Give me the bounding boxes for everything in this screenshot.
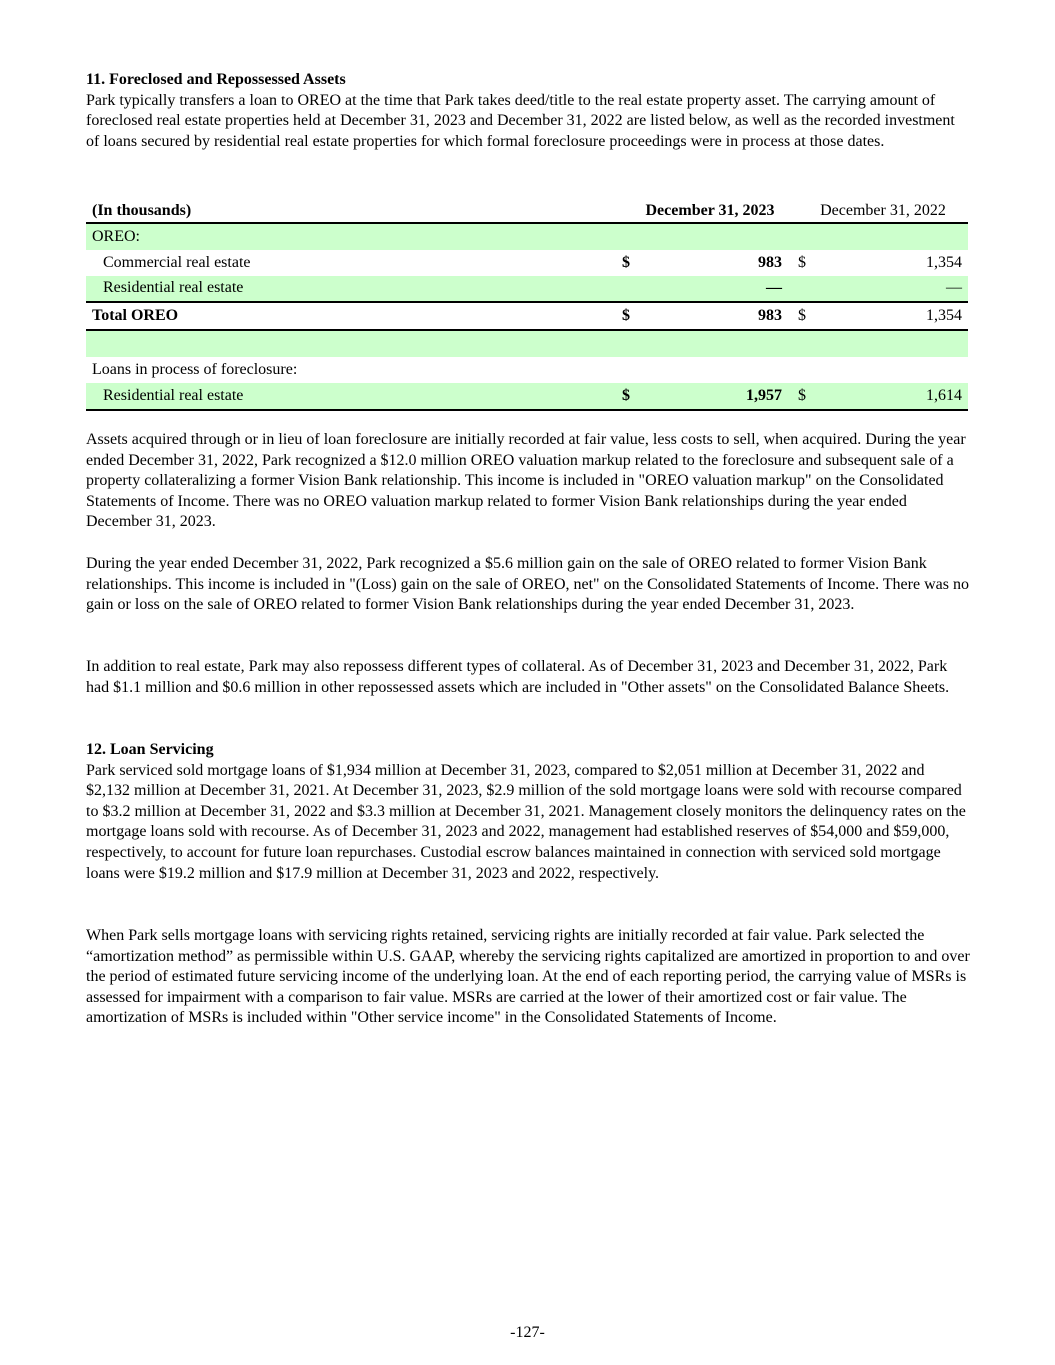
table-row	[86, 383, 968, 410]
table-row-blank	[86, 330, 968, 357]
value-2022: 1,354	[818, 302, 968, 330]
value-2023: —	[642, 276, 798, 303]
value-2023: 1,957	[642, 383, 798, 410]
currency: $	[622, 383, 642, 410]
currency: $	[798, 383, 818, 410]
row-label: Commercial real estate	[103, 253, 251, 271]
currency: $	[798, 302, 818, 330]
currency: $	[798, 253, 806, 271]
paragraph: Park serviced sold mortgage loans of $1,934 million at December 31, 2023, compared to $2,051 million at December 31, 2022 and $2,132 million at December 31, 2021. At December 31, 2023, $2.9 million of the sold mortgage loans were sold with recourse compared to $3.2 million at December 31, 2022 and $3.3 million at December 31, 2021. Management closely monitors the delinquency rates on the mortgage loans sold with recourse. As of December 31, 2023 and 2022, management had established reserves of $54,000 and $59,000, respectively, to account for future loan repurchases. Custodial escrow balances maintained in connection with serviced sold mortgage loans were $19.2 million and $17.9 million at December 31, 2023 and 2022, respectively.	[86, 761, 966, 882]
row-label: Residential real estate	[86, 383, 622, 410]
currency: $	[622, 302, 642, 330]
paragraph: Park typically transfers a loan to OREO at the time that Park takes deed/title to the real estate property asset. The carrying amount of foreclosed real estate properties held at December 31, 2023 and December 31, 2022 are listed below, as well as the recorded investment of loans secured by residential real estate properties for which formal foreclosure proceedings were in process at those dates.	[86, 91, 955, 150]
section-heading: 12. Loan Servicing	[86, 741, 214, 758]
row-label: OREO:	[86, 223, 968, 250]
row-label: Total OREO	[86, 302, 622, 330]
table-row	[86, 357, 968, 383]
table-header	[86, 200, 968, 223]
header-col-2023: December 31, 2023	[622, 200, 798, 223]
row-label: Loans in process of foreclosure:	[92, 360, 298, 378]
value-2023: 983	[642, 302, 798, 330]
paragraph: In addition to real estate, Park may also repossess different types of collateral. As of December 31, 2023 and December 31, 2022, Park had $1.1 million and $0.6 million in other repossessed assets which are included in "Other assets" on the Consolidated Balance Sheets.	[86, 658, 950, 696]
section-heading: 11. Foreclosed and Repossessed Assets	[86, 71, 346, 88]
paragraph: When Park sells mortgage loans with servicing rights retained, servicing rights are initially recorded at fair value. Park selected the “amortization method” as permissible within U.S. GAAP, whereby the servicing rights capitalized are amortized in proportion to and over the period of estimated future servicing income of the underlying loan. At the end of each reporting period, the carrying value of MSRs is assessed for impairment with a comparison to fair value. MSRs are carried at the lower of their amortized cost or fair value. The amortization of MSRs is included within "Other service income" in the Consolidated Statements of Income.	[86, 927, 970, 1027]
table-row	[86, 250, 968, 276]
table-row	[86, 276, 968, 303]
page-number: -127-	[510, 1324, 545, 1341]
value-2022: 1,614	[818, 383, 968, 410]
paragraph: During the year ended December 31, 2022, Park recognized a $5.6 million gain on the sale of OREO related to former Vision Bank relationships. This income is included in "(Loss) gain on the sale of OREO, net" on the Consolidated Statements of Income. There was no gain or loss on the sale of OREO related to former Vision Bank relationships during the year ended December 31, 2023.	[86, 555, 969, 614]
paragraph: Assets acquired through or in lieu of loan foreclosure are initially recorded at fair value, less costs to sell, when acquired. During the year ended December 31, 2022, Park recognized a $12.0 million OREO valuation markup related to the foreclosure and subsequent sale of a property collateralizing a former Vision Bank relationship. This income is included in "OREO valuation markup" on the Consolidated Statements of Income. There was no OREO valuation markup related to former Vision Bank relationships during the year ended December 31, 2023.	[86, 431, 966, 531]
value-2022: —	[818, 276, 968, 303]
header-col-2022: December 31, 2022	[798, 200, 968, 223]
header-label: (In thousands)	[86, 200, 622, 223]
section-11	[86, 70, 972, 152]
table-row-total	[86, 302, 968, 330]
value-2023: 983	[758, 253, 782, 271]
row-label: Residential real estate	[86, 276, 622, 303]
value-2022: 1,354	[926, 253, 962, 271]
table-row	[86, 223, 968, 250]
section-12	[86, 740, 972, 884]
currency: $	[622, 253, 630, 271]
oreo-table	[86, 200, 968, 411]
